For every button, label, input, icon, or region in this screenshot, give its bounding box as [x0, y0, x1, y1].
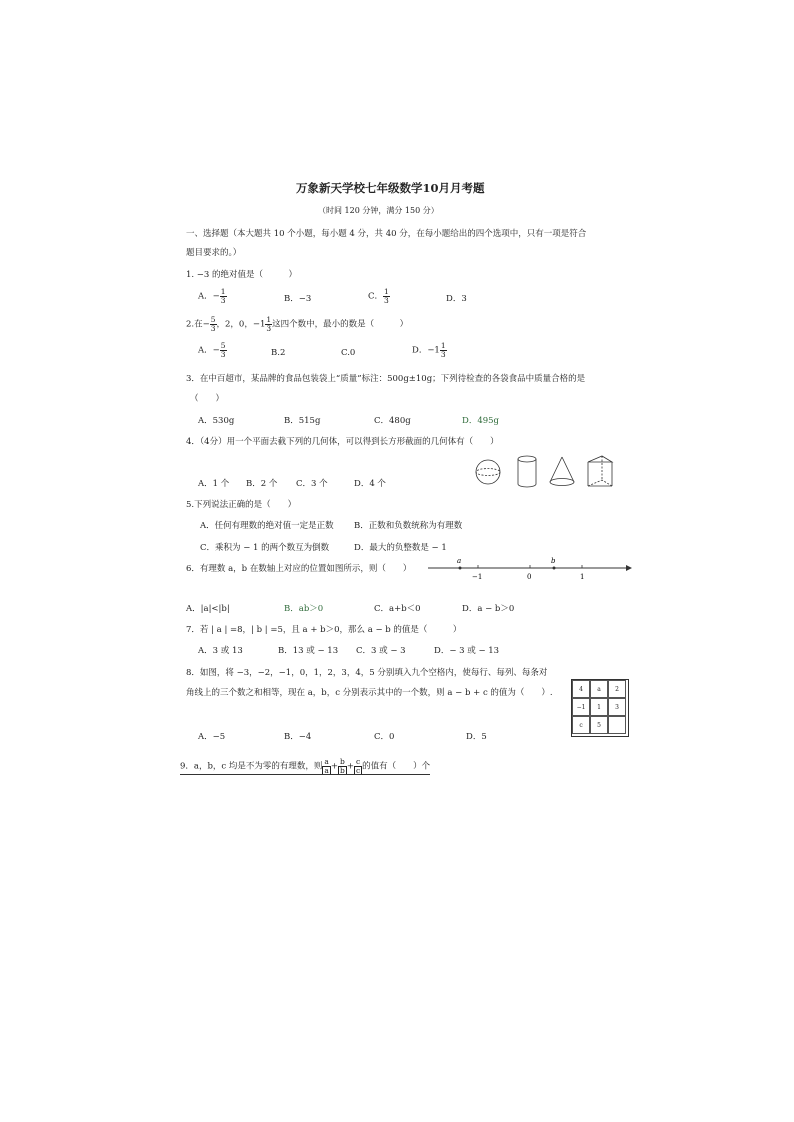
- q1-option-d: D．3: [446, 294, 467, 304]
- q1-stem: 1. −3 的绝对值是（ ）: [186, 270, 298, 280]
- q2-stem: 2.在− $\frac{5}{3}$ ，2，0，−1 $\frac{1}{3}$ 这四个数中，最小的数是（ ）: [186, 315, 409, 333]
- q5-option-b: B．正数和负数统称为有理数: [354, 521, 463, 531]
- q4-stem: 4．（4分）用一个平面去截下列的几何体，可以得到长方形截面的几何体有（ ）: [186, 437, 499, 447]
- fraction: $\frac{5}{3}$: [220, 341, 226, 359]
- q2-option-b: B.2: [271, 348, 286, 358]
- label-b: b: [551, 557, 556, 565]
- fraction: $\frac{1}{3}$: [384, 287, 389, 305]
- label-a: a: [457, 557, 462, 565]
- q6-stem: 6．有理数 a，b 在数轴上对应的位置如图所示，则（ ）: [186, 564, 412, 574]
- q7-stem: 7．若 | a | =8，| b | =5，且 a + b＞0，那么 a − b 的值是（ ）: [186, 625, 462, 635]
- q5-option-a: A．任何有理数的绝对值一定是正数: [200, 521, 334, 531]
- q3-paren: （ ）: [190, 394, 225, 404]
- grid-cell: c: [572, 716, 590, 734]
- fraction: $\frac{c}{c}$: [355, 757, 361, 775]
- point-a: [459, 567, 462, 570]
- sphere-icon: [476, 460, 500, 484]
- magic-square-grid: [571, 679, 629, 737]
- fraction: $\frac{1}{3}$: [220, 287, 226, 305]
- q6-number-line: [428, 552, 632, 586]
- q9-stem: 9．a，b，c 均是不为零的有理数，则 $\frac{a}{a}$ + $\frac{b}{b}$ + $\frac{c}{c}$ 的值有（ ）个: [180, 757, 431, 775]
- arrow-icon: [626, 565, 632, 571]
- grid-cell: 2: [608, 680, 626, 698]
- q2-option-a: A．− $\frac{5}{3}$: [198, 341, 226, 359]
- q1-option-b: B．−3: [284, 294, 312, 304]
- tick-label-0: 0: [527, 573, 532, 581]
- q4-option-a: A．1 个: [198, 479, 230, 489]
- q3-option-c: C．480g: [374, 416, 411, 426]
- q8-option-b: B．−4: [284, 732, 312, 742]
- q2-option-d: D．−1 $\frac{1}{3}$: [412, 341, 446, 359]
- grid-cell: 3: [608, 698, 626, 716]
- fraction: $\frac{1}{3}$: [440, 341, 446, 359]
- q8-stem-line2: 角线上的三个数之和相等，现在 a，b，c 分别表示其中的一个数，则 a − b + c 的值为（ ）.: [186, 688, 553, 698]
- tick-label-minus-1: −1: [472, 573, 483, 581]
- grid-cell: −1: [572, 698, 590, 716]
- fraction: $\frac{b}{b}$: [340, 757, 345, 775]
- q8-option-d: D．5: [466, 732, 487, 742]
- page-subtitle: （时间 120 分钟，满分 150 分）: [318, 206, 439, 215]
- q3-option-b: B．515g: [284, 416, 321, 426]
- page-title: 万象新天学校七年级数学10月月考题: [296, 181, 485, 195]
- q6-option-a: A．|a|<|b|: [186, 604, 230, 614]
- q4-option-d: D．4 个: [354, 479, 386, 489]
- fraction: $\frac{a}{a}$: [324, 757, 329, 775]
- cylinder-icon: [518, 456, 536, 487]
- grid-cell: 4: [572, 680, 590, 698]
- fraction: $\frac{1}{3}$: [266, 315, 272, 333]
- q8-option-a: A．−5: [198, 732, 226, 742]
- grid-cell: a: [590, 680, 608, 698]
- q5-option-d: D．最大的负整数是 − 1: [354, 543, 447, 553]
- q8-option-c: C．0: [374, 732, 395, 742]
- q5-stem: 5.下列说法正确的是（ ）: [186, 500, 297, 510]
- q2-option-c: C.0: [341, 348, 356, 358]
- fraction: $\frac{5}{3}$: [210, 315, 216, 333]
- tick-label-1: 1: [580, 573, 585, 581]
- q5-option-c: C．乘积为 − 1 的两个数互为倒数: [200, 543, 330, 553]
- q7-option-a: A．3 或 13: [198, 646, 243, 656]
- q4-option-c: C．3 个: [296, 479, 328, 489]
- q6-option-c: C．a+b＜0: [374, 604, 421, 614]
- section-instruction-line1: 一、选择题（本大题共 10 个小题，每小题 4 分，共 40 分，在每小题给出的四个选项中，只有一项是符合: [186, 229, 587, 239]
- q8-stem-line1: 8．如图，将 −3，−2，−1，0，1，2，3，4，5 分别填入九个空格内，使每行、每列、每条对: [186, 668, 548, 678]
- point-b: [553, 567, 556, 570]
- q7-option-b: B．13 或 − 13: [278, 646, 339, 656]
- q7-option-c: C．3 或 − 3: [356, 646, 406, 656]
- q6-option-b: B．ab＞0: [284, 604, 324, 614]
- q1-option-a: A．− $\frac{1}{3}$: [198, 287, 226, 305]
- triangular-prism-icon: [588, 456, 612, 486]
- q4-option-b: B．2 个: [246, 479, 278, 489]
- q7-option-d: D．− 3 或 − 13: [434, 646, 500, 656]
- q4-solids-figure: [470, 452, 620, 492]
- section-instruction-line2: 题目要求的。）: [186, 248, 242, 258]
- q1-option-c: C． $\frac{1}{3}$: [368, 287, 389, 305]
- q6-option-d: D．a − b＞0: [462, 604, 515, 614]
- grid-cell: 1: [590, 698, 608, 716]
- q3-option-a: A．530g: [198, 416, 235, 426]
- cone-icon: [550, 457, 574, 486]
- grid-cell: 5: [590, 716, 608, 734]
- q3-option-d: D．495g: [462, 416, 499, 426]
- grid-cell: [608, 716, 626, 734]
- q3-stem: 3．在中百超市，某品牌的食品包装袋上“质量”标注：500g±10g；下列待检查的各袋食品中质量合格的是: [186, 374, 586, 384]
